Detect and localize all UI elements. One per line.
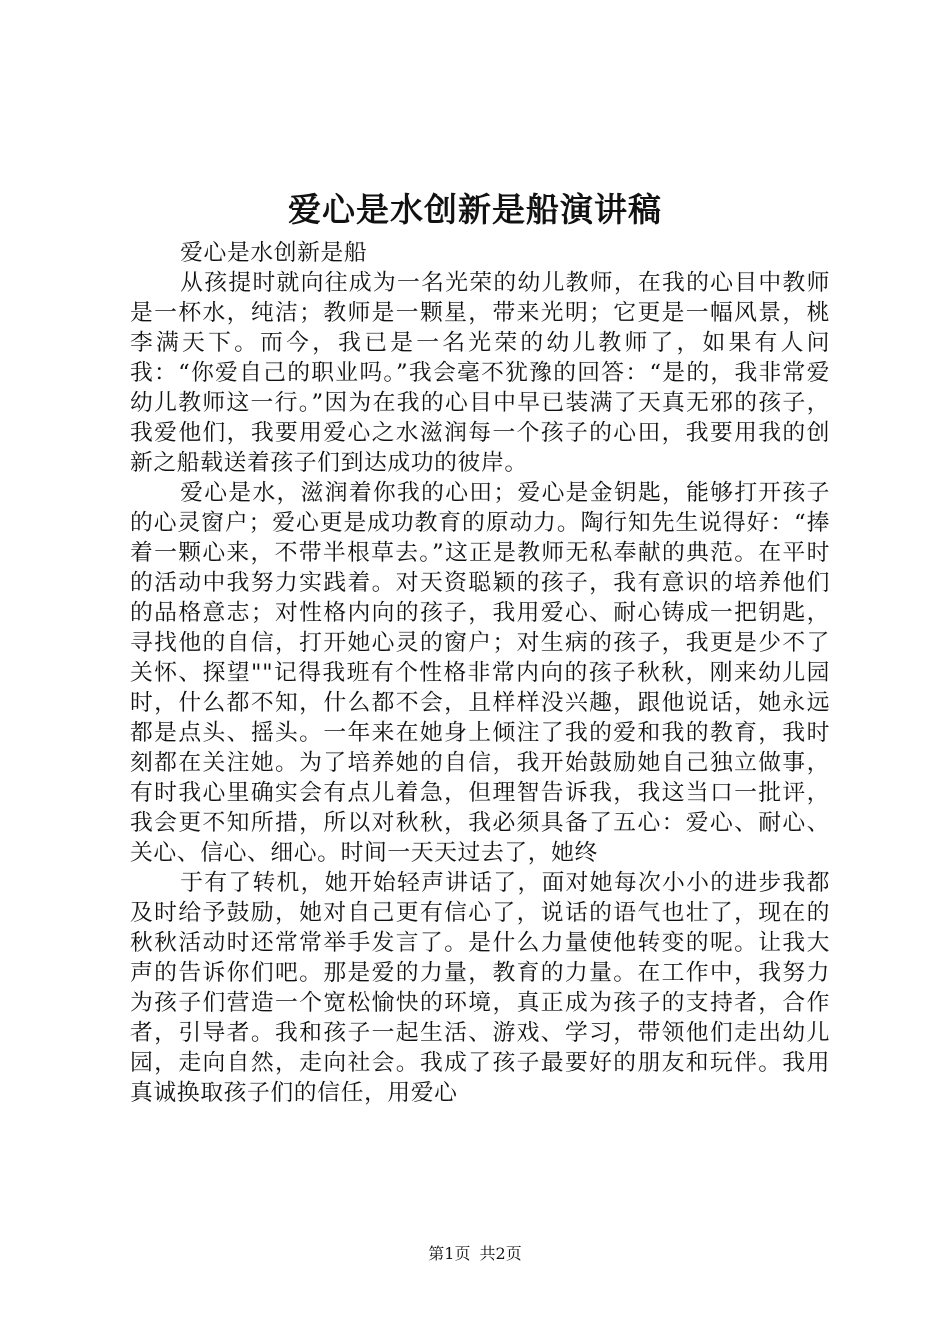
page-title: 爱心是水创新是船演讲稿 xyxy=(288,190,662,229)
document-body xyxy=(130,238,830,1108)
paragraph-2: 爱心是水，滋润着你我的心田；爱心是金钥匙，能够打开孩子的心灵窗户；爱心更是成功教育的原动力。陶行知先生说得好：“捧着一颗心来，不带半根草去。”这正是教师无私奉献的典范。在平时的活动中我努力实践着。对天资聪颖的孩子，我有意识的培养他们的品格意志；对性格内向的孩子，我用爱心、耐心铸成一把钥匙，寻找他的自信，打开她心灵的窗户；对生病的孩子，我更是少不了关怀、探望""记得我班有个性格非常内向的孩子秋秋，刚来幼儿园时，什么都不知，什么都不会，且样样没兴趣，跟他说话，她永远都是点头、摇头。一年来在她身上倾注了我的爱和我的教育，我时刻都在关注她。为了培养她的自信，我开始鼓励她自己独立做事，有时我心里确实会有点儿着急，但理智告诉我，我这当口一批评，我会更不知所措，所以对秋秋，我必须具备了五心：爱心、耐心、关心、信心、细心。时间一天天过去了，她终 xyxy=(130,480,830,866)
document-subtitle: 爱心是水创新是船 xyxy=(180,240,368,266)
paragraph-3: 于有了转机，她开始轻声讲话了，面对她每次小小的进步我都及时给予鼓励，她对自己更有信心了，说话的语气也壮了，现在的秋秋活动时还常常举手发言了。是什么力量使他转变的呢。让我大声的告诉你们吧。那是爱的力量，教育的力量。在工作中，我努力为孩子们营造一个宽松愉快的环境，真正成为孩子的支持者，合作者，引导者。我和孩子一起生活、游戏、学习，带领他们走出幼儿园，走向自然，走向社会。我成了孩子最要好的朋友和玩伴。我用真诚换取孩子们的信任，用爱心 xyxy=(130,870,830,1106)
paragraph-1: 从孩提时就向往成为一名光荣的幼儿教师，在我的心目中教师是一杯水，纯洁；教师是一颗星，带来光明；它更是一幅风景，桃李满天下。而今，我已是一名光荣的幼儿教师了，如果有人问我：“你爱自己的职业吗。”我会毫不犹豫的回答：“是的，我非常爱幼儿教师这一行。”因为在我的心目中早已装满了天真无邪的孩子，我爱他们，我要用爱心之水滋润每一个孩子的心田，我要用我的创新之船载送着孩子们到达成功的彼岸。 xyxy=(130,270,830,476)
page-number-footer: 第1页 共2页 xyxy=(428,1244,522,1263)
